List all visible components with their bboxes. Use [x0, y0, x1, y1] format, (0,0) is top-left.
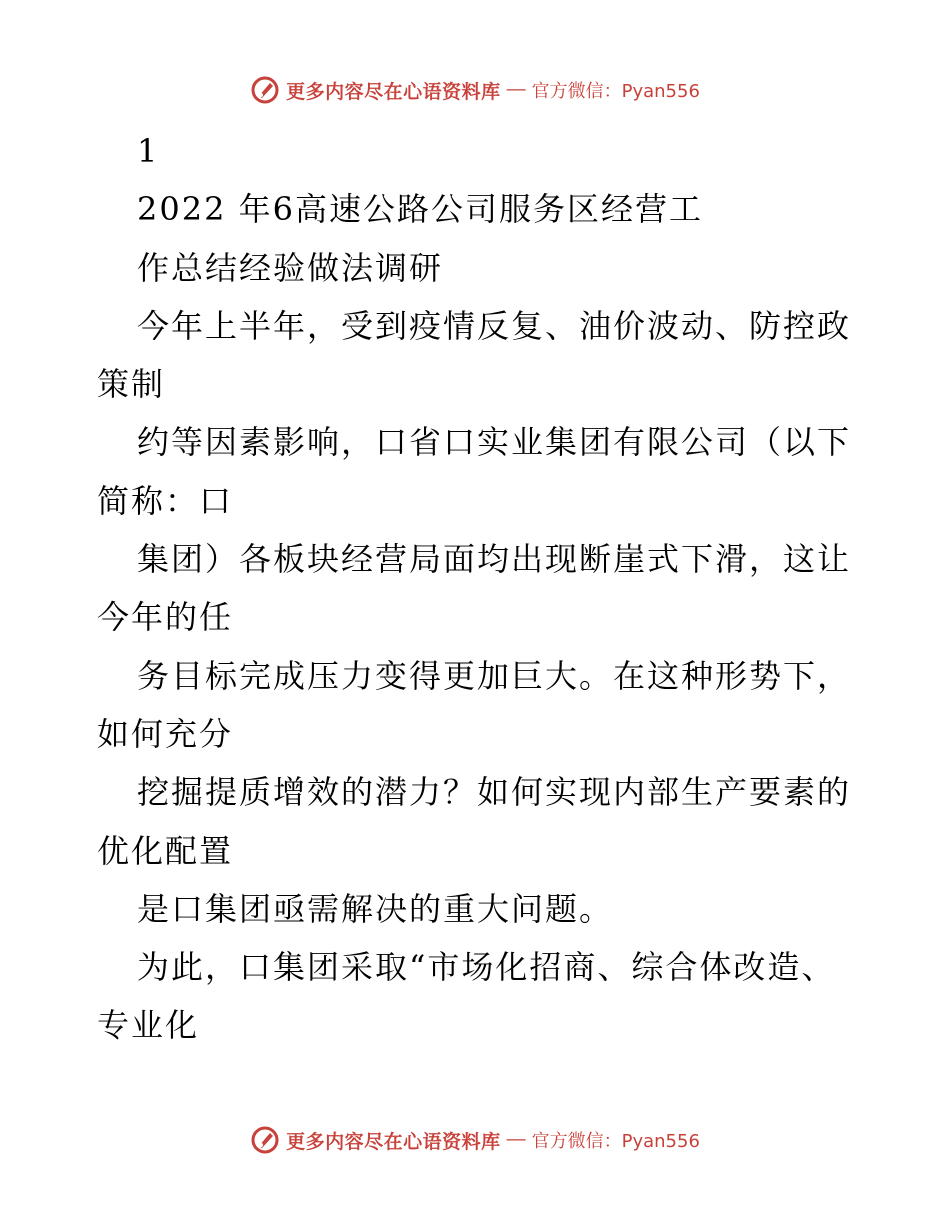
document-body [97, 122, 857, 1055]
pen-seal-icon [250, 1125, 280, 1155]
text-line: 2022 年6高速公路公司服务区经营工 [137, 190, 703, 229]
watermark-header [0, 70, 950, 110]
watermark-site-name: 更多内容尽在心语资料库 [286, 1130, 501, 1153]
text-line: 是口集团亟需解决的重大问题。 [137, 889, 614, 928]
text-line: 专业化 [97, 1006, 200, 1045]
text-line: 集团）各板块经营局面均出现断崖式下滑，这让 [137, 540, 852, 579]
text-line: 挖掘提质增效的潜力？如何实现内部生产要素的 [137, 773, 852, 812]
watermark-dash: — [506, 79, 526, 100]
text-line: 约等因素影响，口省口实业集团有限公司（以下 [137, 423, 852, 462]
text-line: 策制 [97, 365, 166, 404]
watermark-contact: 官方微信：Pyan556 [531, 1131, 700, 1152]
watermark-footer [0, 1120, 950, 1160]
text-line: 1 [137, 132, 160, 170]
watermark-dash: — [506, 1129, 526, 1150]
text-line: 今年的任 [97, 598, 234, 637]
text-line: 优化配置 [97, 831, 234, 870]
text-line: 今年上半年，受到疫情反复、油价波动、防控政 [137, 306, 852, 345]
text-line: 如何充分 [97, 714, 234, 753]
watermark-contact: 官方微信：Pyan556 [531, 81, 700, 102]
text-line: 务目标完成压力变得更加巨大。在这种形势下， [137, 656, 852, 695]
text-line: 简称：口 [97, 481, 234, 520]
text-line: 作总结经验做法调研 [137, 248, 444, 287]
watermark-site-name: 更多内容尽在心语资料库 [286, 80, 501, 103]
pen-seal-icon [250, 75, 280, 105]
text-line: 为此，口集团采取“市场化招商、综合体改造、 [137, 948, 836, 987]
